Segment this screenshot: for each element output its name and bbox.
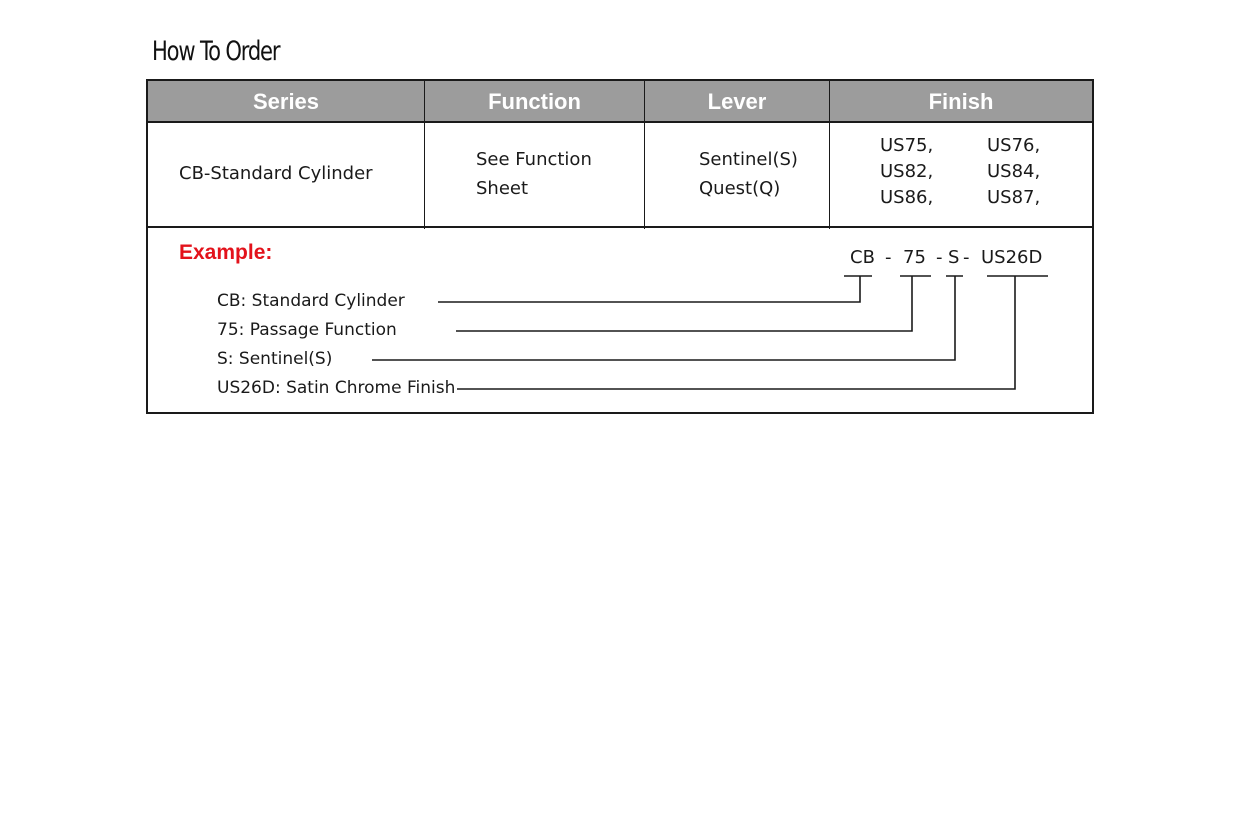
- finish-option: US87,: [987, 187, 1041, 208]
- code-separator: -: [963, 247, 970, 268]
- code-separator: -: [885, 247, 892, 268]
- function-line: See Function: [476, 149, 592, 170]
- leader-cb: [438, 276, 860, 302]
- finish-option: US84,: [987, 161, 1041, 182]
- header-series: Series: [252, 89, 320, 114]
- lever-option: Sentinel(S): [699, 149, 798, 170]
- series-cell: CB-Standard Cylinder: [179, 163, 373, 184]
- header-function: Function: [488, 89, 581, 114]
- finish-option: US76,: [987, 135, 1041, 156]
- legend-series: CB: Standard Cylinder: [217, 291, 405, 311]
- header-finish: Finish: [928, 89, 994, 114]
- code-function: 75: [903, 247, 926, 268]
- leader-lever: [372, 276, 955, 360]
- code-finish: US26D: [981, 247, 1043, 268]
- page-title: How To Order: [152, 36, 280, 67]
- code-separator: -: [936, 247, 943, 268]
- example-label: Example:: [179, 241, 273, 264]
- legend-lever: S: Sentinel(S): [217, 349, 333, 369]
- header-lever: Lever: [707, 89, 767, 114]
- legend-finish: US26D: Satin Chrome Finish: [217, 378, 456, 398]
- lever-option: Quest(Q): [699, 178, 781, 199]
- how-to-order-table: [146, 79, 1094, 414]
- leader-finish: [448, 276, 1015, 389]
- code-lever: S: [948, 247, 960, 268]
- finish-option: US86,: [880, 187, 934, 208]
- legend-function: 75: Passage Function: [217, 320, 397, 340]
- finish-option: US75,: [880, 135, 934, 156]
- code-series: CB: [850, 247, 875, 268]
- leader-function: [456, 276, 912, 331]
- function-line: Sheet: [476, 178, 529, 199]
- finish-option: US82,: [880, 161, 934, 182]
